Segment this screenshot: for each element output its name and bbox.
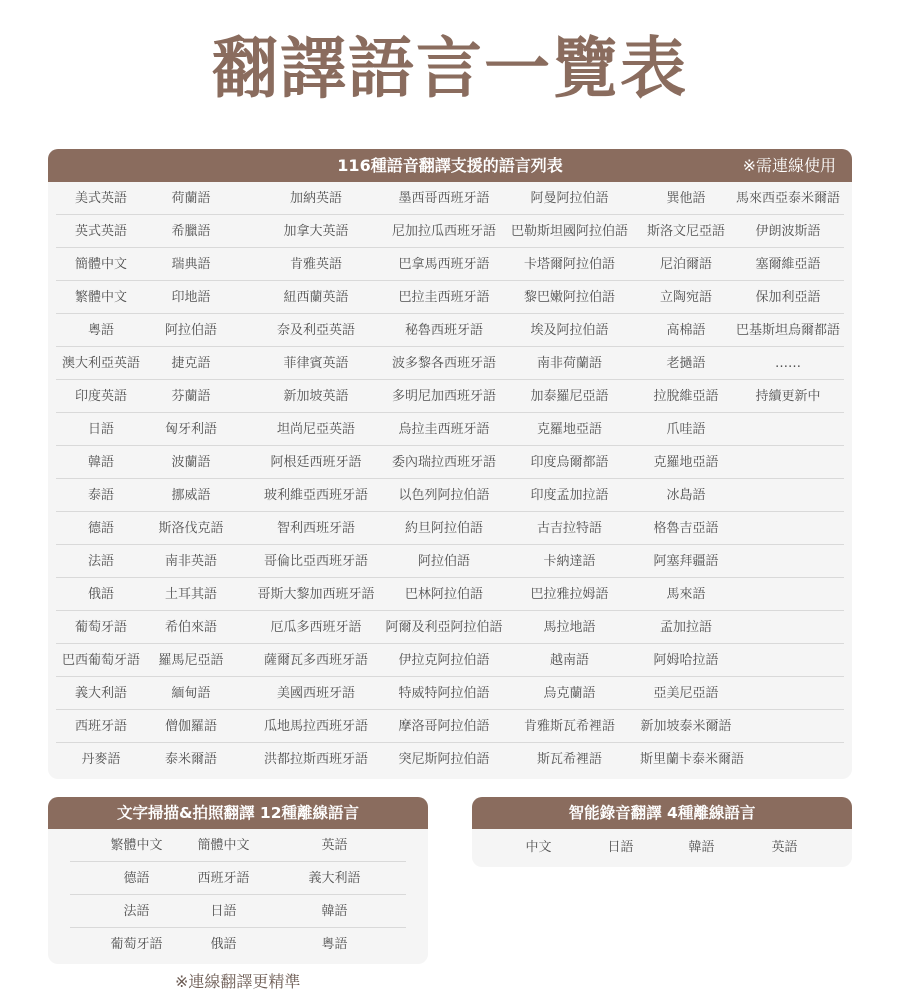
table-row [48,413,852,446]
language-cell: 古吉拉特語 [536,521,602,536]
language-cell: 阿塞拜疆語 [653,554,719,569]
language-cell: 僧伽羅語 [164,719,217,734]
language-cell: 巽他語 [666,191,706,206]
language-cell: 奈及利亞英語 [276,323,355,338]
language-cell: 粵語 [87,323,114,338]
language-cell: 波多黎各西班牙語 [391,356,496,371]
record-language-row [472,829,852,867]
language-cell: 加泰羅尼亞語 [530,389,609,404]
language-cell: 黎巴嫩阿拉伯語 [523,290,615,305]
language-cell: 英式英語 [74,224,127,239]
language-cell: 丹麥語 [81,752,121,767]
table-row [48,215,852,248]
language-cell: 冰島語 [666,488,706,503]
footnote: ※連線翻譯更精準 [175,972,301,991]
language-cell: 馬來西亞泰米爾語 [735,191,840,206]
language-cell [732,512,844,545]
language-cell: 簡體中文 [197,838,250,853]
language-cell: 澳大利亞英語 [61,356,140,371]
language-cell: 捷克語 [171,356,211,371]
table-row [48,182,852,215]
language-cell: 保加利亞語 [755,290,821,305]
language-cell: 葡萄牙語 [74,620,127,635]
language-cell [732,446,844,479]
language-cell: 多明尼加西班牙語 [391,389,496,404]
language-cell: 斯洛文尼亞語 [646,224,725,239]
language-cell: 斯瓦希裡語 [536,752,602,767]
language-cell: 緬甸語 [171,686,211,701]
language-cell: 英語 [321,838,348,853]
language-cell: 卡塔爾阿拉伯語 [523,257,615,272]
language-cell: 哥斯大黎加西班牙語 [257,587,375,602]
language-cell: 巴勒斯坦國阿拉伯語 [510,224,628,239]
language-cell: 克羅地亞語 [653,455,719,470]
language-cell: 伊拉克阿拉伯語 [398,653,490,668]
table-row [48,479,852,512]
language-cell: 厄瓜多西班牙語 [270,620,362,635]
language-cell: 加拿大英語 [283,224,349,239]
table-row [48,710,852,743]
language-cell: 格魯吉亞語 [653,521,719,536]
record-panel-header: 智能錄音翻譯 4種離線語言 [472,797,852,829]
language-cell: 孟加拉語 [659,620,712,635]
language-cell: 洪都拉斯西班牙語 [263,752,368,767]
language-cell: 以色列阿拉伯語 [398,488,490,503]
table-row [48,644,852,677]
language-cell: 英語 [771,840,798,855]
language-cell: 約旦阿拉伯語 [404,521,483,536]
language-cell: 埃及阿拉伯語 [530,323,609,338]
table-row [48,248,852,281]
language-cell: 俄語 [87,587,114,602]
language-cell: 美國西班牙語 [276,686,355,701]
language-cell: 粵語 [321,937,348,952]
language-cell: 烏克蘭語 [543,686,596,701]
language-cell: 越南語 [549,653,589,668]
language-cell: 義大利語 [308,871,361,886]
language-cell: 芬蘭語 [171,389,211,404]
table-row [48,380,852,413]
table-row [48,928,428,961]
language-cell: 俄語 [210,937,237,952]
language-cell: …… [775,356,801,371]
language-cell: 薩爾瓦多西班牙語 [263,653,368,668]
language-cell: 肯雅英語 [289,257,342,272]
language-cell: 印度孟加拉語 [530,488,609,503]
language-cell: 荷蘭語 [171,191,211,206]
language-cell: 肯雅斯瓦希裡語 [523,719,615,734]
online-language-panel [48,149,852,779]
language-cell: 泰米爾語 [164,752,217,767]
table-row [48,611,852,644]
language-cell: 韓語 [321,904,348,919]
language-cell: 印度烏爾都語 [530,455,609,470]
language-cell: 西班牙語 [74,719,127,734]
language-cell: 日語 [87,422,114,437]
language-cell: 斯里蘭卡泰米爾語 [640,752,745,767]
language-cell: 義大利語 [74,686,127,701]
language-cell: 斯洛伐克語 [158,521,224,536]
table-row [48,862,428,895]
language-cell: 瑞典語 [171,257,211,272]
language-cell: 中文 [525,840,552,855]
online-panel-header [48,149,852,182]
language-cell: 羅馬尼亞語 [158,653,224,668]
table-row [48,281,852,314]
language-cell: 高棉語 [666,323,706,338]
language-cell: 巴林阿拉伯語 [404,587,483,602]
page-title: 翻譯語言一覽表 [212,30,688,107]
scan-offline-panel [48,797,428,964]
language-cell: 阿根廷西班牙語 [270,455,362,470]
table-row [48,545,852,578]
language-cell [732,743,844,776]
online-panel-title: 116種語音翻譯支援的語言列表 [337,156,563,175]
language-cell: 泰語 [87,488,114,503]
language-cell: 拉脫維亞語 [653,389,719,404]
language-cell [732,644,844,677]
scan-panel-header: 文字掃描&拍照翻譯 12種離線語言 [48,797,428,829]
language-cell: 特威特阿拉伯語 [398,686,490,701]
language-cell: 阿拉伯語 [164,323,217,338]
language-cell: 阿拉伯語 [417,554,470,569]
language-cell [732,479,844,512]
language-cell: 老撾語 [666,356,706,371]
language-cell: 突尼斯阿拉伯語 [398,752,490,767]
language-cell: 瓜地馬拉西班牙語 [263,719,368,734]
language-cell: 阿曼阿拉伯語 [530,191,609,206]
language-cell: 尼泊爾語 [659,257,712,272]
language-cell: 南非荷蘭語 [536,356,602,371]
language-cell: 南非英語 [164,554,217,569]
language-cell: 菲律賓英語 [283,356,349,371]
language-cell: 德語 [123,871,150,886]
language-cell: 韓語 [87,455,114,470]
table-row [48,677,852,710]
language-cell: 印度英語 [74,389,127,404]
table-row [48,743,852,776]
language-cell: 立陶宛語 [659,290,712,305]
language-cell: 巴拉雅拉姆語 [530,587,609,602]
language-cell: 卡納達語 [543,554,596,569]
language-cell: 西班牙語 [197,871,250,886]
language-cell: 新加坡英語 [283,389,349,404]
language-cell: 日語 [210,904,237,919]
language-cell: 波蘭語 [171,455,211,470]
language-cell: 秘魯西班牙語 [404,323,483,338]
language-cell: 烏拉圭西班牙語 [398,422,490,437]
table-row [48,895,428,928]
language-cell: 美式英語 [74,191,127,206]
language-cell: 哥倫比亞西班牙語 [263,554,368,569]
language-cell: 日語 [607,840,634,855]
language-cell: 智利西班牙語 [276,521,355,536]
language-cell: 巴西葡萄牙語 [61,653,140,668]
language-cell: 玻利維亞西班牙語 [263,488,368,503]
language-cell: 持續更新中 [755,389,821,404]
language-cell: 希伯來語 [164,620,217,635]
language-cell: 塞爾維亞語 [755,257,821,272]
language-cell: 摩洛哥阿拉伯語 [398,719,490,734]
language-cell [732,578,844,611]
language-cell: 馬來語 [666,587,706,602]
language-cell: 尼加拉瓜西班牙語 [391,224,496,239]
language-cell: 克羅地亞語 [536,422,602,437]
language-cell [732,545,844,578]
language-cell: 紐西蘭英語 [283,290,349,305]
language-cell: 巴拿馬西班牙語 [398,257,490,272]
language-cell: 加納英語 [289,191,342,206]
language-cell: 簡體中文 [74,257,127,272]
language-cell [732,611,844,644]
language-cell: 法語 [123,904,150,919]
language-cell: 土耳其語 [164,587,217,602]
language-cell: 法語 [87,554,114,569]
language-cell: 巴拉圭西班牙語 [398,290,490,305]
language-cell: 伊朗波斯語 [755,224,821,239]
language-cell: 挪威語 [171,488,211,503]
language-cell: 阿姆哈拉語 [653,653,719,668]
language-cell: 亞美尼亞語 [653,686,719,701]
table-row [48,347,852,380]
language-cell: 新加坡泰米爾語 [640,719,732,734]
table-row [48,512,852,545]
language-cell: 匈牙利語 [164,422,217,437]
language-cell: 繁體中文 [74,290,127,305]
language-cell: 阿爾及利亞阿拉伯語 [385,620,503,635]
table-row [48,314,852,347]
table-row [48,829,428,862]
language-cell: 巴基斯坦烏爾都語 [735,323,840,338]
language-cell: 韓語 [688,840,715,855]
language-cell [732,677,844,710]
language-cell [732,413,844,446]
language-cell: 繁體中文 [110,838,163,853]
language-cell: 德語 [87,521,114,536]
online-required-note: ※需連線使用 [742,156,836,175]
language-cell: 印地語 [171,290,211,305]
table-row [48,578,852,611]
language-cell: 葡萄牙語 [110,937,163,952]
language-cell: 爪哇語 [666,422,706,437]
table-row [48,446,852,479]
language-cell [732,710,844,743]
record-offline-panel [472,797,852,867]
language-cell: 委內瑞拉西班牙語 [391,455,496,470]
language-cell: 坦尚尼亞英語 [276,422,355,437]
language-cell: 希臘語 [171,224,211,239]
language-cell: 墨西哥西班牙語 [398,191,490,206]
language-cell: 馬拉地語 [543,620,596,635]
